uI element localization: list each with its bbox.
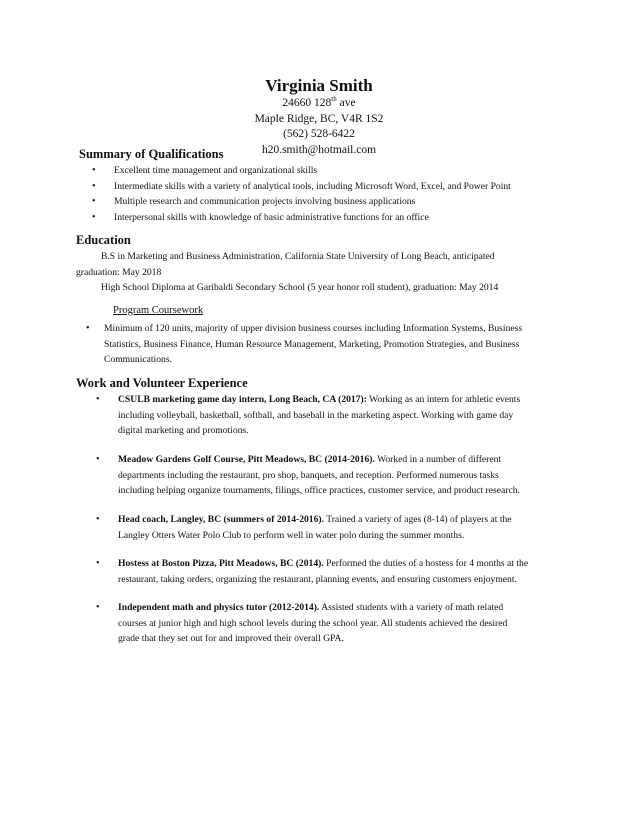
street-address: 24660 128th ave [282, 95, 356, 109]
bullet-icon: • [92, 165, 96, 176]
work-entry: • Head coach, Langley, BC (summers of 2014-2016). Trained a variety of ages (8-14) of players at the Langley Otters Water Polo Club to perform well in water polo during the summer months. [96, 514, 512, 541]
email-address: h20.smith@hotmail.com [261, 143, 377, 156]
education-highschool: High School Diploma at Garibaldi Secondary School (5 year honor roll student), graduation: May 2014 [101, 282, 499, 293]
bullet-icon: • [96, 602, 100, 613]
work-entry: • Independent math and physics tutor (2012-2014). Assisted students with a variety of math related courses at junior high and high school levels during the school year. All students achieved the desired grade that they set out for and improved their overall GPA. [96, 602, 508, 644]
phone-number: (562) 528-6422 [283, 128, 355, 140]
work-heading: Work and Volunteer Experience [76, 376, 248, 390]
education-degree: B.S in Marketing and Business Administration, California State University of Long Beach, anticipated graduation: May 2018 [76, 251, 495, 278]
applicant-name: Virginia Smith [265, 76, 373, 95]
bullet-icon: • [92, 196, 96, 207]
bullet-icon: • [92, 211, 96, 223]
education-heading: Education [76, 233, 131, 247]
contact-header [0, 76, 638, 158]
bullet-icon: • [96, 558, 100, 569]
bullet-icon: • [96, 514, 100, 525]
summary-item: • Intermediate skills with a variety of analytical tools, including Microsoft Word, Excel, and Power Point [92, 179, 511, 195]
work-entry: • CSULB marketing game day intern, Long Beach, CA (2017): Working as an intern for athletic events including volleyball, basketball, softball, and baseball in the marketing aspect. Working with game day digital marketing and promotions. [96, 394, 521, 436]
summary-item: • Multiple research and communication projects involving business applications [92, 194, 511, 210]
summary-item: • Excellent time management and organizational skills [92, 163, 511, 179]
bullet-icon: • [96, 394, 100, 405]
summary-heading: Summary of Qualifications [79, 147, 224, 161]
summary-list [92, 163, 511, 225]
work-entry: • Hostess at Boston Pizza, Pitt Meadows, BC (2014). Performed the duties of a hostess for 4 months at the restaurant, taking orders, organizing the restaurant, planning events, and ensuring customers enjoyment. [96, 558, 529, 585]
summary-item: • Interpersonal skills with knowledge of basic administrative functions for an office [92, 210, 511, 226]
work-entry: • Meadow Gardens Golf Course, Pitt Meadows, BC (2014-2016). Worked in a number of different departments including the restaurant, pro shop, banquets, and reception. Performed numerous tasks including helping organize tournaments, filings, office practices, customer service, and product research. [96, 454, 520, 496]
city-line: Maple Ridge, BC, V4R 1S2 [254, 112, 384, 125]
bullet-icon: • [86, 323, 90, 334]
coursework-item: • Minimum of 120 units, majority of upper division business courses including Information Systems, Business Statistics, Business Finance, Human Resource Management, Marketing, Promotion Strategies, and Business Communications. [86, 323, 523, 365]
bullet-icon: • [96, 454, 100, 465]
bullet-icon: • [92, 180, 96, 192]
coursework-heading: Program Coursework [113, 305, 204, 316]
